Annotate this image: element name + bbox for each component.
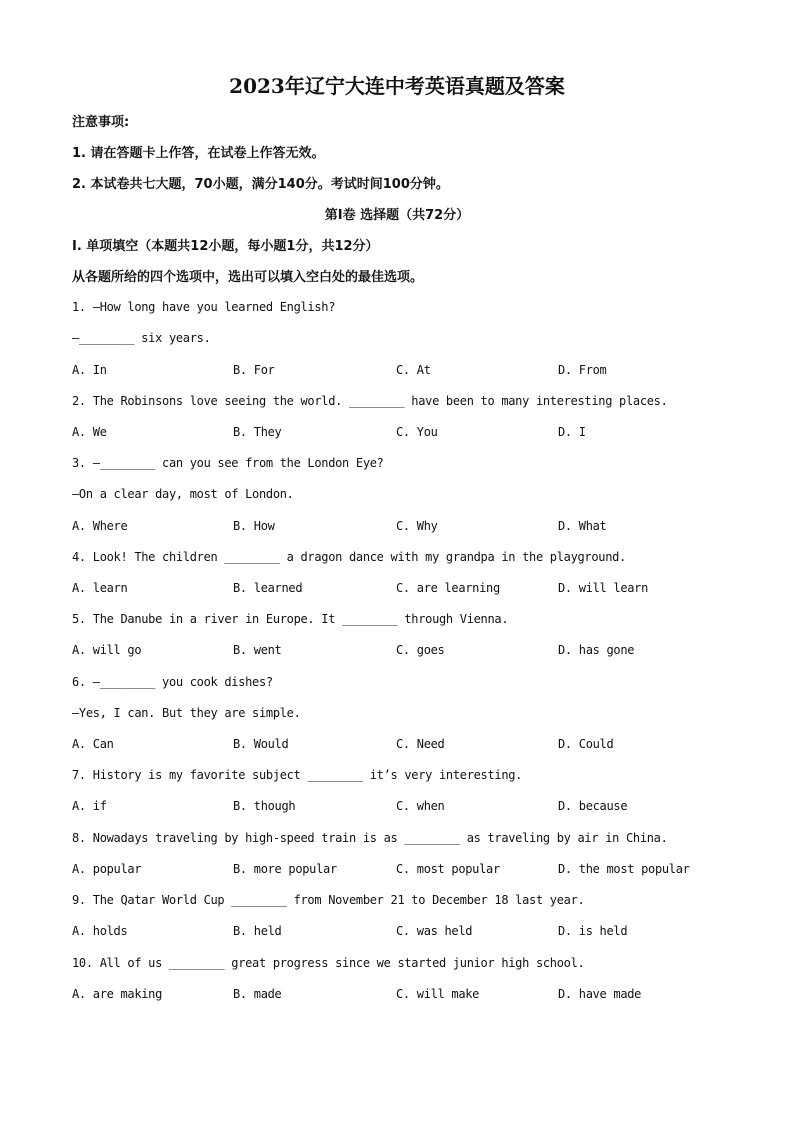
question-9-stem: 9. The Qatar World Cup ________ from November 21 to December 18 last year. — [72, 893, 585, 907]
question-6-stem: 6. —________ you cook dishes? — [72, 675, 273, 689]
option-b[interactable]: B. though — [233, 799, 296, 813]
note-item-2: 2. 本试卷共七大题，70小题，满分140分。考试时间100分钟。 — [72, 177, 449, 192]
option-b[interactable]: B. They — [233, 425, 282, 439]
option-c[interactable]: C. when — [396, 799, 445, 813]
question-1-line-2: —________ six years. — [72, 331, 211, 345]
notes-heading: 注意事项: — [72, 115, 130, 130]
option-b[interactable]: B. went — [233, 643, 282, 657]
option-b[interactable]: B. more popular — [233, 862, 337, 876]
option-c[interactable]: C. was held — [396, 924, 473, 938]
option-a[interactable]: A. learn — [72, 581, 128, 595]
option-a[interactable]: A. popular — [72, 862, 142, 876]
option-b[interactable]: B. How — [233, 519, 275, 533]
option-c[interactable]: C. most popular — [396, 862, 500, 876]
part-heading: Ⅰ. 单项填空（本题共12小题，每小题1分，共12分） — [72, 239, 379, 254]
option-d[interactable]: D. will learn — [558, 581, 649, 595]
option-c[interactable]: C. You — [396, 425, 438, 439]
option-a[interactable]: A. We — [72, 425, 107, 439]
option-d[interactable]: D. is held — [558, 924, 628, 938]
question-3-stem: 3. —________ can you see from the London Eye? — [72, 456, 384, 470]
option-a[interactable]: A. are making — [72, 987, 163, 1001]
option-b[interactable]: B. learned — [233, 581, 303, 595]
question-10-stem: 10. All of us ________ great progress since we started junior high school. — [72, 956, 585, 970]
option-d[interactable]: D. From — [558, 363, 607, 377]
option-d[interactable]: D. What — [558, 519, 607, 533]
option-a[interactable]: A. In — [72, 363, 107, 377]
option-a[interactable]: A. if — [72, 799, 107, 813]
question-1-stem: 1. —How long have you learned English? — [72, 300, 336, 314]
option-b[interactable]: B. Would — [233, 737, 289, 751]
question-6-line-2: —Yes, I can. But they are simple. — [72, 706, 301, 720]
option-c[interactable]: C. Why — [396, 519, 438, 533]
option-a[interactable]: A. Where — [72, 519, 128, 533]
page-title: 2023年辽宁大连中考英语真题及答案 — [229, 74, 565, 98]
option-d[interactable]: D. the most popular — [558, 862, 690, 876]
question-8-stem: 8. Nowadays traveling by high-speed train is as ________ as traveling by air in China. — [72, 831, 668, 845]
option-c[interactable]: C. will make — [396, 987, 480, 1001]
section-heading: 第Ⅰ卷 选择题（共72分） — [324, 208, 470, 223]
option-a[interactable]: A. will go — [72, 643, 142, 657]
option-d[interactable]: D. have made — [558, 987, 642, 1001]
note-item-1: 1. 请在答题卡上作答，在试卷上作答无效。 — [72, 146, 325, 161]
option-b[interactable]: B. held — [233, 924, 282, 938]
part-instruction: 从各题所给的四个选项中，选出可以填入空白处的最佳选项。 — [72, 270, 424, 285]
question-7-stem: 7. History is my favorite subject ________ it’s very interesting. — [72, 768, 523, 782]
option-d[interactable]: D. Could — [558, 737, 614, 751]
option-d[interactable]: D. has gone — [558, 643, 635, 657]
option-b[interactable]: B. made — [233, 987, 282, 1001]
option-b[interactable]: B. For — [233, 363, 275, 377]
option-c[interactable]: C. are learning — [396, 581, 500, 595]
option-c[interactable]: C. At — [396, 363, 431, 377]
option-d[interactable]: D. because — [558, 799, 628, 813]
option-c[interactable]: C. Need — [396, 737, 445, 751]
question-4-stem: 4. Look! The children ________ a dragon dance with my grandpa in the playground. — [72, 550, 626, 564]
option-a[interactable]: A. holds — [72, 924, 128, 938]
option-a[interactable]: A. Can — [72, 737, 114, 751]
question-2-stem: 2. The Robinsons love seeing the world. ________ have been to many interesting places. — [72, 394, 668, 408]
question-3-line-2: —On a clear day, most of London. — [72, 487, 294, 501]
option-c[interactable]: C. goes — [396, 643, 445, 657]
question-5-stem: 5. The Danube in a river in Europe. It ________ through Vienna. — [72, 612, 509, 626]
option-d[interactable]: D. I — [558, 425, 586, 439]
